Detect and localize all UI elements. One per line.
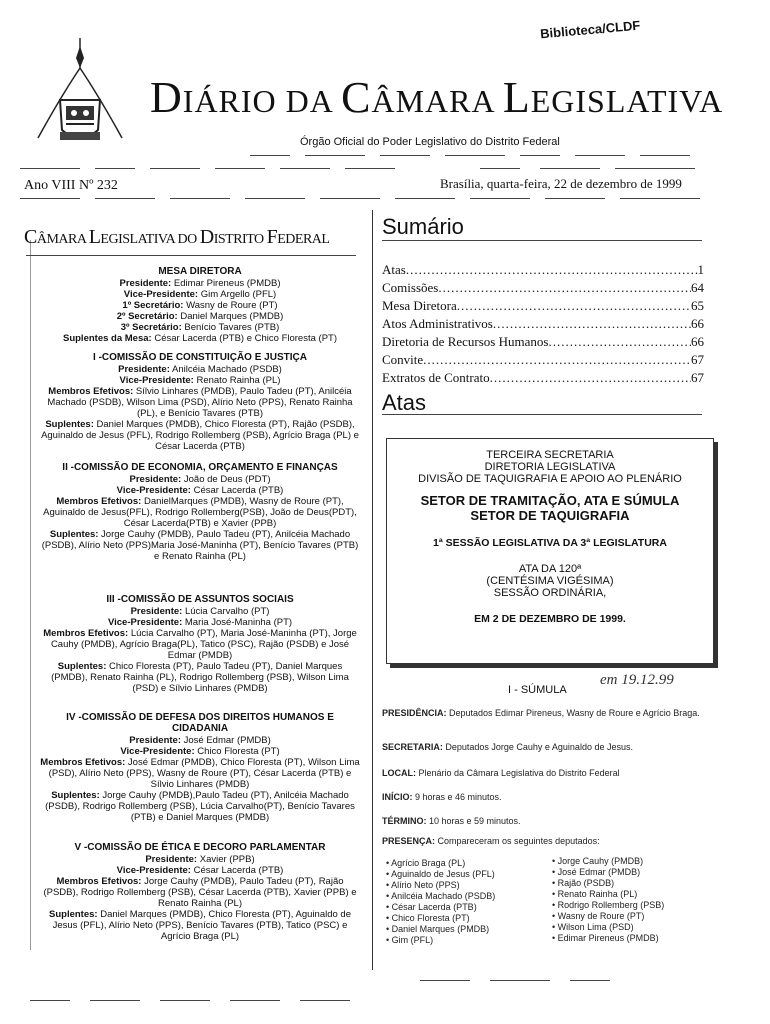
toc-item[interactable]: Comissões ..... 64 bbox=[382, 280, 704, 298]
sumario-title: Sumário bbox=[382, 214, 464, 239]
masthead-title: DIÁRIO DA CÂMARA LEGISLATIVA bbox=[150, 73, 724, 122]
list-item: • Wilson Lima (PSD) bbox=[552, 922, 664, 933]
list-item: • Edimar Pireneus (PMDB) bbox=[552, 933, 664, 944]
chamber-heading: CÂMARA LEGISLATIVA DO DISTRITO FEDERAL bbox=[24, 226, 330, 248]
list-item: • Rodrigo Rollemberg (PSB) bbox=[552, 900, 664, 911]
list-item: • Agrício Braga (PL) bbox=[386, 858, 495, 869]
list-item: • Renato Rainha (PL) bbox=[552, 889, 664, 900]
comissao-etica-block: V -COMISSÃO DE ÉTICA E DECORO PARLAMENTAR Presidente: Xavier (PPB) Vice-Presidente: César Lacerda (PTB) Membros Efetivos: Jorge Cauhy (PMDB), Paulo Tadeu (PT), Rajão (PSDB), Rodrigo Rollemberg (PSB), César Lacerda (PTB), Xavier (PPB) e Renato Rainha (PL) Suplentes: Daniel Marques (PMDB), Chico Floresta (PT), Aguinaldo de Jesus (PFL), Alírio Neto (PPS), Benício Tavares (PTB), Tatico (PSC) e Agrício Braga (PL) bbox=[43, 842, 357, 942]
comissao-constituicao-block: I -COMISSÃO DE CONSTITUIÇÃO E JUSTIÇA Presidente: Anilcéia Machado (PSDB) Vice-Presidente: Renato Rainha (PL) Membros Efetivos: Sílvio Linhares (PMDB), Paulo Tadeu (PT), Anilcéia Machado (PSDB), Wilson Lima (PSD), Alírio Neto (PPS), Renato Rainha (PL), e Benício Tavares (PTB) Suplentes: Daniel Marques (PMDB), Chico Floresta (PT), Rajão (PSDB), Aguinaldo de Jesus (PFL), Rodrigo Rollemberg (PSB), Agrício Braga (PL) e César Lacerda (PTB) bbox=[41, 352, 359, 452]
secretaria-line: SECRETARIA: Deputados Jorge Cauhy e Aguinaldo de Jesus. bbox=[382, 742, 633, 752]
list-item: • Rajão (PSDB) bbox=[552, 878, 664, 889]
list-item: • César Lacerda (PTB) bbox=[386, 902, 495, 913]
coat-of-arms-icon bbox=[30, 38, 130, 153]
list-item: • Alírio Neto (PPS) bbox=[386, 880, 495, 891]
list-item: • Gim (PFL) bbox=[386, 935, 495, 946]
issue-date: Brasília, quarta-feira, 22 de dezembro de 1999 bbox=[440, 176, 682, 191]
toc-item[interactable]: Extratos de Contrato ..... 67 bbox=[382, 370, 704, 388]
toc-item[interactable]: Convite ..... 67 bbox=[382, 352, 704, 370]
list-item: • Wasny de Roure (PT) bbox=[552, 911, 664, 922]
library-stamp: Biblioteca/CLDF bbox=[539, 17, 641, 42]
column-divider bbox=[372, 210, 373, 970]
list-item: • José Edmar (PMDB) bbox=[552, 867, 664, 878]
comissao-direitos-humanos-block: IV -COMISSÃO DE DEFESA DOS DIREITOS HUMANOS E CIDADANIA Presidente: José Edmar (PMDB) Vice-Presidente: Chico Floresta (PT) Membros Efetivos: José Edmar (PMDB), Chico Floresta (PT), Wilson Lima (PSD), Alírio Neto (PPS), Wasny de Roure (PT), César Lacerda (PTB) e Sílvio Linhares (PMDB) Suplentes: Jorge Cauhy (PMDB),Paulo Tadeu (PT), Anilcéia Machado (PSDB), Rodrigo Rollemberg (PSB), Lúcia Carvalho(PT), Benício Tavares (PTB) e Daniel Marques (PMDB) bbox=[40, 712, 360, 823]
atas-title: Atas bbox=[382, 390, 427, 415]
list-item: • Anilcéia Machado (PSDB) bbox=[386, 891, 495, 902]
presenca-line: PRESENÇA: Compareceram os seguintes deputados: bbox=[382, 836, 600, 846]
toc-item[interactable]: Atas ..... 1 bbox=[382, 262, 704, 280]
toc-item[interactable]: Atos Administrativos ..... 66 bbox=[382, 316, 704, 334]
table-of-contents bbox=[382, 262, 704, 388]
attendees-list-a bbox=[386, 858, 495, 946]
inicio-line: INÍCIO: 9 horas e 46 minutos. bbox=[382, 792, 502, 802]
masthead-subtitle: Órgão Oficial do Poder Legislativo do Distrito Federal bbox=[300, 136, 560, 148]
sumula-title: I - SÚMULA bbox=[508, 684, 567, 696]
list-item: • Aguinaldo de Jesus (PFL) bbox=[386, 869, 495, 880]
mesa-diretora-block: MESA DIRETORA Presidente: Edimar Pireneus (PMDB) Vice-Presidente: Gim Argello (PFL) 1º Secretário: Wasny de Roure (PT) 2º Secretário: Daniel Marques (PMDB) 3º Secretário: Benício Tavares (PTB) Suplentes da Mesa: César Lacerda (PTB) e Chico Floresta (PT) bbox=[62, 266, 337, 344]
attendees-list-b bbox=[552, 856, 664, 944]
toc-item[interactable]: Diretoria de Recursos Humanos ..... 66 bbox=[382, 334, 704, 352]
list-item: • Chico Floresta (PT) bbox=[386, 913, 495, 924]
handwritten-signature: em 19.12.99 bbox=[600, 672, 674, 688]
toc-item[interactable]: Mesa Diretora ..... 65 bbox=[382, 298, 704, 316]
list-item: • Jorge Cauhy (PMDB) bbox=[552, 856, 664, 867]
comissao-assuntos-sociais-block: III -COMISSÃO DE ASSUNTOS SOCIAIS Presidente: Lúcia Carvalho (PT) Vice-Presidente: Maria José-Maninha (PT) Membros Efetivos: Lúcia Carvalho (PT), Maria José-Maninha (PT), Jorge Cauhy (PMDB), Agrício Braga(PL), Tatico (PSC), Rajão (PSDB) e José Edmar (PMDB) Suplentes: Chico Floresta (PT), Paulo Tadeu (PT), Daniel Marques (PMDB), Renato Rainha (PL), Rodrigo Rollemberg (PSB), Wilson Lima (PSD) e Sílvio Linhares (PMDB) bbox=[43, 594, 357, 694]
issue-number: Ano VIII Nº 232 bbox=[24, 178, 118, 193]
comissao-economia-block: II -COMISSÃO DE ECONOMIA, ORÇAMENTO E FINANÇAS Presidente: João de Deus (PDT) Vice-Presidente: César Lacerda (PTB) Membros Efetivos: DanielMarques (PMDB), Wasny de Roure (PT), Aguinaldo de Jesus(PFL), Rodrigo Rollemberg(PSB), João de Deus(PDT), César Lacerda(PTB) e Xavier (PPB) Suplentes: Jorge Cauhy (PMDB), Paulo Tadeu (PT), Anilcéia Machado (PSDB), Alírio Neto (PPS)Maria José-Maninha (PT), Benício Tavares (PTB) e Renato Rainha (PL) bbox=[41, 462, 359, 562]
local-line: LOCAL: Plenário da Câmara Legislativa do Distrito Federal bbox=[382, 768, 620, 778]
session-header-box: TERCEIRA SECRETARIA DIRETORIA LEGISLATIVA DIVISÃO DE TAQUIGRAFIA E APOIO AO PLENÁRIO SETOR DE TRAMITAÇÃO, ATA E SÚMULA SETOR DE TAQUIGRAFIA 1ª SESSÃO LEGISLATIVA DA 3ª LEGISLATURA ATA DA 120ª (CENTÉSIMA VIGÉSIMA) SESSÃO ORDINÁRIA, EM 2 DE DEZEMBRO DE 1999. bbox=[386, 438, 714, 664]
presidencia-line: PRESIDÊNCIA: Deputados Edimar Pireneus, Wasny de Roure e Agrício Braga. bbox=[382, 708, 700, 718]
list-item: • Daniel Marques (PMDB) bbox=[386, 924, 495, 935]
termino-line: TÉRMINO: 10 horas e 59 minutos. bbox=[382, 816, 521, 826]
